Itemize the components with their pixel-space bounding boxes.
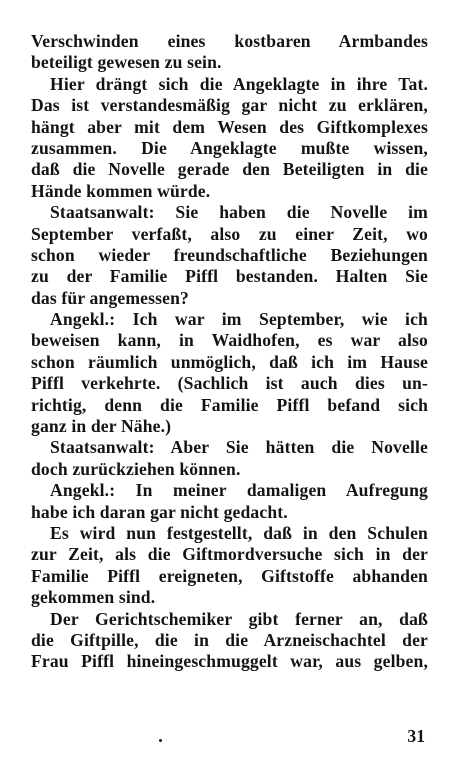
text-line: richtig, denn die Familie Piffl befand sich <box>31 394 428 415</box>
text-line: Angekl.: In meiner damaligen Aufregung <box>50 480 428 501</box>
print-dot-mark <box>159 739 162 742</box>
text-line: beteiligt gewesen zu sein. <box>31 52 222 73</box>
text-line: zu der Familie Piffl bestanden. Halten Sie <box>31 266 428 287</box>
text-line: Piffl verkehrte. (Sachlich ist auch dies un- <box>31 373 428 394</box>
text-line: das für angemessen? <box>31 287 189 308</box>
text-line: zur Zeit, als die Giftmordversuche sich in der <box>31 544 428 565</box>
text-line: doch zurückziehen können. <box>31 458 241 479</box>
text-line: Hände kommen würde. <box>31 180 211 201</box>
text-line: September verfaßt, also zu einer Zeit, wo <box>31 223 428 244</box>
text-line: Frau Piffl hineingeschmuggelt war, aus gelben, <box>31 651 428 672</box>
text-line: Verschwinden eines kostbaren Armbandes <box>31 31 428 51</box>
text-line: daß die Novelle gerade den Beteiligten in die <box>31 159 428 180</box>
text-line: habe ich daran gar nicht gedacht. <box>31 501 288 522</box>
text-line: beweisen kann, in Waidhofen, es war also <box>31 330 428 351</box>
text-line: Staatsanwalt: Sie haben die Novelle im <box>50 202 428 223</box>
text-line: Der Gerichtschemiker gibt ferner an, daß <box>50 608 428 629</box>
text-line: zusammen. Die Angeklagte mußte wissen, <box>31 137 428 158</box>
text-line: Staatsanwalt: Aber Sie hätten die Novelle <box>50 437 428 458</box>
text-line: Familie Piffl ereigneten, Giftstoffe abhanden <box>31 565 428 586</box>
text-line: gekommen sind. <box>31 587 156 608</box>
text-line: ganz in der Nähe.) <box>31 416 172 437</box>
text-line: die Giftpille, die in die Arzneischachtel der <box>31 629 428 650</box>
text-line: Es wird nun festgestellt, daß in den Schulen <box>50 522 428 543</box>
text-line: Angekl.: Ich war im September, wie ich <box>50 309 428 330</box>
text-line: schon räumlich unmöglich, daß ich im Hause <box>31 351 428 372</box>
page-number: 31 <box>407 726 425 746</box>
body-text <box>31 31 428 673</box>
text-line: schon wieder freundschaftliche Beziehungen <box>31 244 428 265</box>
text-line: Hier drängt sich die Angeklagte in ihre Tat. <box>50 73 428 94</box>
text-line: Das ist verstandesmäßig gar nicht zu erklären, <box>31 95 428 116</box>
text-line: hängt aber mit dem Wesen des Giftkomplexes <box>31 116 428 137</box>
